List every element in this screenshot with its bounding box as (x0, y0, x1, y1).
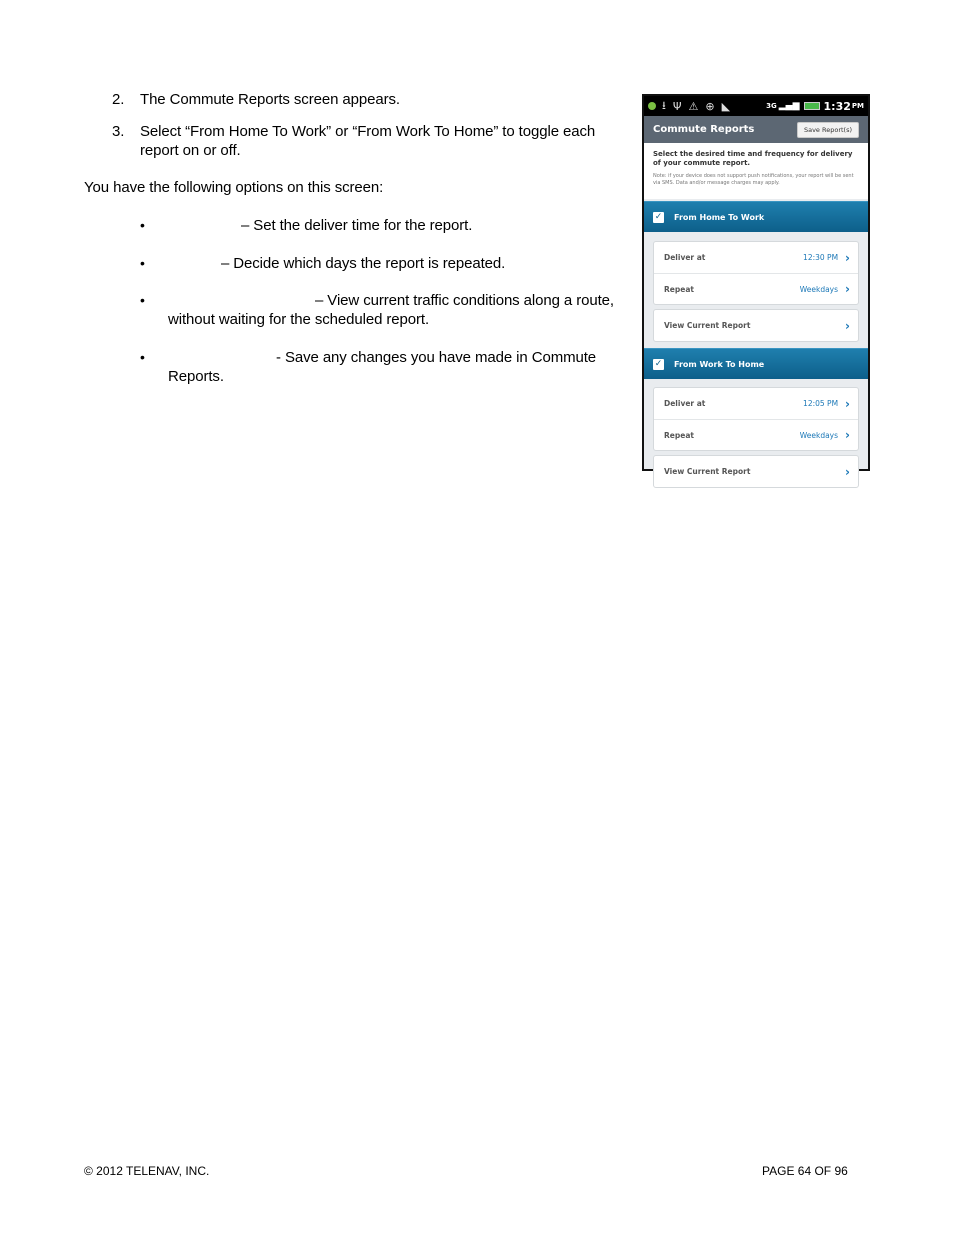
notification-icon (648, 102, 656, 110)
chevron-right-icon: › (845, 250, 850, 265)
bullet-save-text-line2: Reports. (168, 368, 224, 385)
view-current-report-row[interactable] (654, 456, 858, 487)
bullet-marker: • (140, 292, 145, 308)
status-time: 1:32 (823, 99, 851, 113)
repeat-row[interactable] (654, 419, 858, 450)
deliver-at-value: 12:05 PM (803, 399, 839, 408)
section-work-to-home-toggle[interactable] (644, 348, 868, 379)
bullet-marker: • (140, 217, 145, 233)
chevron-right-icon: › (845, 428, 850, 442)
chevron-right-icon: › (845, 318, 850, 333)
deliver-at-row[interactable] (654, 388, 858, 419)
usb-icon: Ψ (672, 99, 682, 113)
step-3-text-line1: Select “From Home To Work” or “From Work To Home” to toggle each (140, 123, 596, 140)
repeat-label: Repeat (664, 430, 694, 440)
step-2-number: 2. (112, 91, 125, 108)
intro-note: Note: if your device does not support push notifications, your report will be sent via SMS. Data and/or message charges may apply. (653, 173, 854, 186)
bullet-save-text-line1: - Save any changes you have made in Commute (276, 349, 597, 366)
checkbox-checked-icon[interactable]: ✓ (654, 358, 663, 369)
bullet-marker: • (140, 349, 145, 365)
footer-copyright: © 2012 TELENAV, INC. (84, 1164, 210, 1178)
mute-icon: ◣ (721, 99, 731, 113)
intro-text: Select the desired time and frequency for delivery of your commute report. (653, 150, 853, 167)
bullet-view-text-line1: – View current traffic conditions along a route, (315, 292, 614, 309)
step-3-text-line2: report on or off. (140, 142, 241, 159)
repeat-value: Weekdays (799, 430, 839, 440)
status-bar (644, 96, 868, 116)
view-current-report-card (653, 309, 859, 342)
view-current-report-label: View Current Report (664, 321, 751, 330)
home-to-work-settings-card (653, 241, 859, 305)
status-ampm: PM (851, 102, 864, 110)
deliver-at-value: 12:30 PM (803, 253, 839, 262)
repeat-label: Repeat (664, 284, 694, 294)
warning-icon: ⚠ (688, 99, 699, 113)
section-home-to-work-toggle[interactable] (644, 201, 868, 232)
view-current-report-row[interactable] (654, 310, 858, 341)
gps-icon: ⊕ (705, 99, 715, 113)
deliver-at-label: Deliver at (664, 399, 706, 408)
screen-title: Commute Reports (653, 124, 755, 135)
step-3-number: 3. (112, 123, 125, 140)
chevron-right-icon: › (845, 282, 850, 296)
battery-icon (804, 102, 820, 110)
step-2-text: The Commute Reports screen appears. (140, 91, 400, 108)
footer-page-number: PAGE 64 OF 96 (762, 1164, 848, 1178)
bullet-view-text-line2: without waiting for the scheduled report. (168, 311, 430, 328)
bullet-marker: • (140, 255, 145, 271)
app-title-bar (644, 116, 868, 143)
section-label: From Home To Work (674, 212, 765, 222)
deliver-at-row[interactable] (654, 242, 858, 273)
repeat-row[interactable] (654, 273, 858, 304)
bullet-repeat-text: – Decide which days the report is repeated. (221, 255, 506, 272)
save-reports-button[interactable]: Save Report(s) (797, 122, 859, 138)
network-type: 3G (766, 102, 777, 110)
options-intro: You have the following options on this screen: (84, 179, 384, 196)
chevron-right-icon: › (845, 464, 850, 479)
signal-icon: ▂▄▆ (778, 101, 800, 111)
intro-panel (644, 143, 868, 199)
checkbox-checked-icon[interactable]: ✓ (654, 211, 663, 222)
repeat-value: Weekdays (799, 284, 839, 294)
view-current-report-card (653, 455, 859, 488)
phone-screenshot (642, 94, 870, 479)
deliver-at-label: Deliver at (664, 253, 706, 262)
chevron-right-icon: › (845, 396, 850, 411)
work-to-home-settings-card (653, 387, 859, 451)
download-icon: ⭳ (662, 98, 666, 112)
bullet-deliver-text: – Set the deliver time for the report. (241, 217, 473, 234)
view-current-report-label: View Current Report (664, 467, 751, 476)
section-label: From Work To Home (674, 359, 765, 369)
